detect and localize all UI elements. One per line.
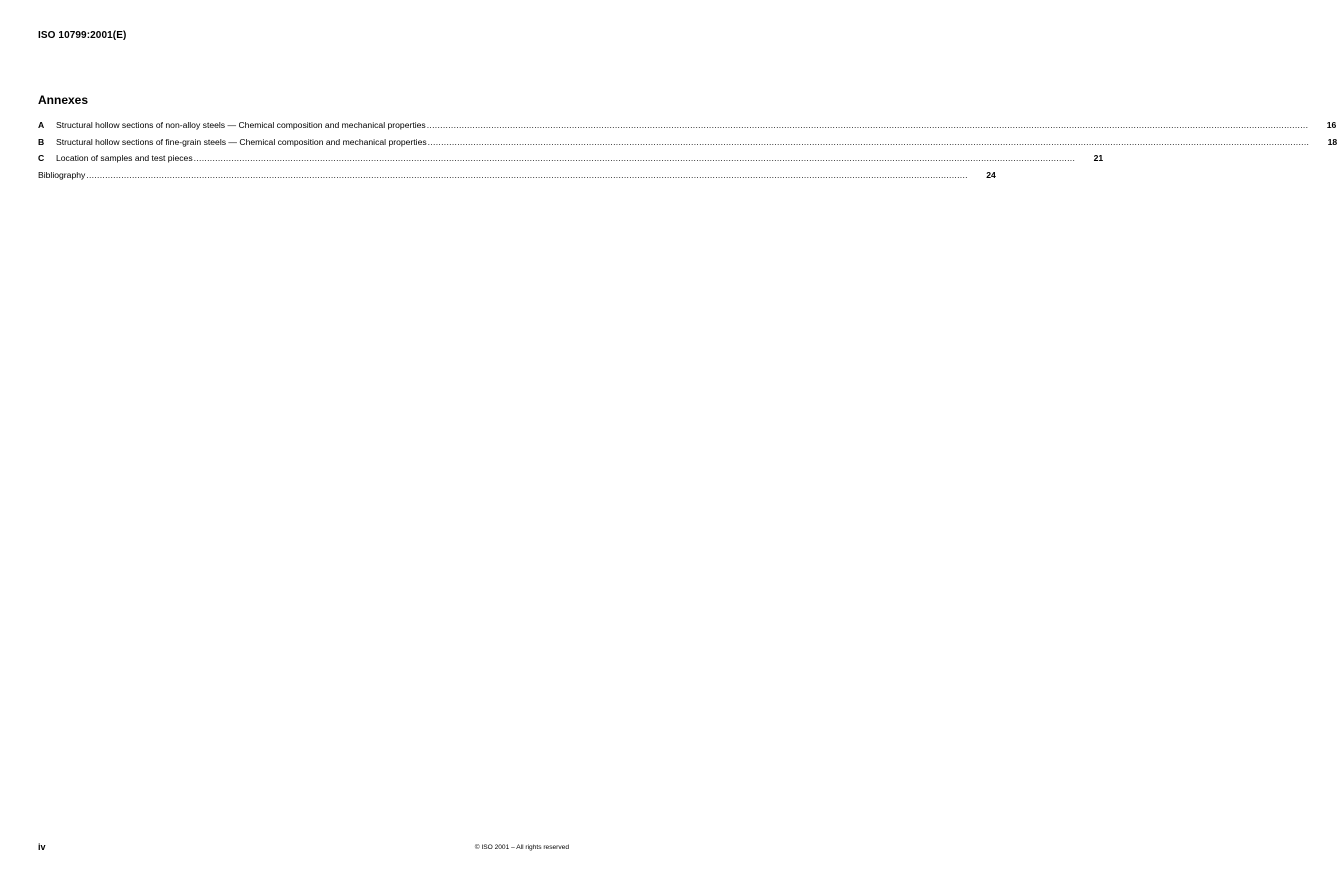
toc-entry-annex-a[interactable] (38, 117, 1337, 134)
toc-entry-annex-b[interactable] (38, 134, 1337, 151)
annex-toc (38, 117, 1337, 183)
annexes-heading: Annexes (38, 93, 89, 107)
toc-entry-title: Bibliography (38, 169, 86, 180)
toc-dot-leader (428, 134, 1310, 151)
toc-entry-title: Structural hollow sections of non-alloy steels — Chemical composition and mechanical properties (56, 120, 426, 130)
toc-entry-letter: A (38, 120, 45, 130)
footer-page-number: iv (38, 842, 46, 852)
document-id: ISO 10799:2001(E) (38, 30, 127, 41)
toc-entry-page: 24 (986, 169, 996, 180)
footer-copyright: © ISO 2001 – All rights reserved (474, 844, 569, 851)
toc-entry-title: Location of samples and test pieces (56, 153, 193, 163)
toc-entry-title: Structural hollow sections of fine-grain steels — Chemical composition and mechanical properties (56, 136, 427, 147)
toc-dot-leader (194, 150, 1076, 167)
toc-dot-leader (86, 167, 968, 184)
toc-entry-annex-c[interactable] (38, 150, 1104, 167)
toc-entry-page: 21 (1093, 153, 1104, 163)
toc-entry-page: 16 (1326, 120, 1337, 130)
toc-entry-page: 18 (1327, 136, 1337, 147)
toc-dot-leader (427, 117, 1309, 134)
toc-entry-letter: C (38, 153, 45, 163)
toc-entry-letter: B (38, 136, 45, 147)
toc-entry-bibliography[interactable] (38, 167, 996, 184)
